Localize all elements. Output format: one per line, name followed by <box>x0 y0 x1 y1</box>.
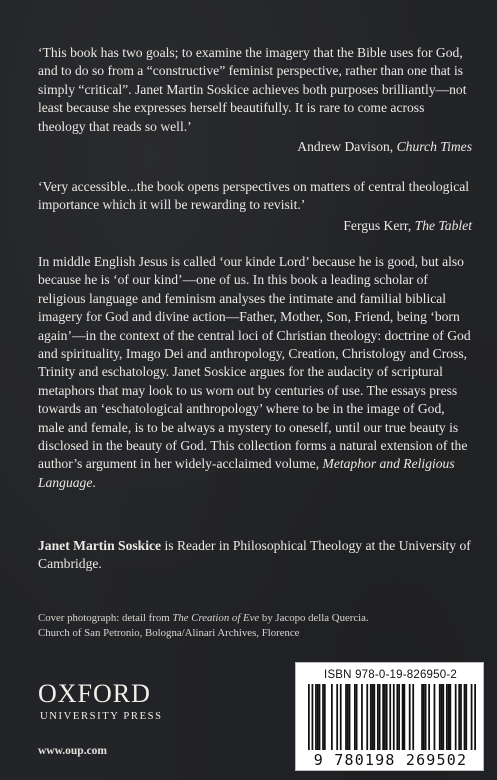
attribution-source: The Tablet <box>414 217 472 233</box>
quote-text: ‘Very accessible...the book opens perspectives on matters of central theological importance which it will be rewarding to revisit.’ <box>38 179 470 213</box>
barcode-bar <box>474 684 476 750</box>
barcode-bar <box>393 684 395 750</box>
cover-credit-line1 <box>38 611 478 626</box>
barcode-bar <box>434 684 436 750</box>
barcode-bar <box>312 684 314 750</box>
barcode-bar <box>402 684 404 750</box>
barcode-bar <box>315 684 317 750</box>
quote-text: ‘This book has two goals; to examine the imagery that the Bible uses for God, and to do so from a “constructive” feminist perspective, rather than one that is simply “critical”. Janet Martin Soskice achieves both purposes brilliantly—not least because she expresses herself beautifully. It is rare to come across theology that reads so well.’ <box>38 45 467 134</box>
barcode-bar <box>460 684 462 750</box>
barcode-bar <box>347 684 349 750</box>
quote-attribution <box>38 217 472 235</box>
barcode-bar <box>308 684 310 750</box>
author-bio-text: is Reader in Philosophical Theology at the University of Cambridge. <box>38 538 471 572</box>
attribution-name: Fergus Kerr, <box>343 217 415 233</box>
barcode-bar <box>349 684 351 750</box>
barcode-bar <box>398 684 400 750</box>
barcode-bar <box>373 684 375 750</box>
book-description <box>38 253 472 492</box>
barcode-bar <box>423 684 425 750</box>
description-text: In middle English Jesus is called ‘our kinde Lord’ because he is good, but also because he is ‘of our kind’—one of us. In this book a leading scholar of religious language and feminism analyses the intimate and familial biblical imagery for God and divine action—Father, Mother, Son, Friend, being ‘born again’—in the context of the central loci of Christian theology: doctrine of God and spirituality, Imago Dei and anthropology, Creation, Christology and Cross, Trinity and eschatology. Janet Soskice argues for the audacity of scriptural metaphors that may look to us worn out by centuries of use. The essays press towards an ‘eschatological anthropology’ where to be in the image of God, male and female, is to be always a mystery to oneself, until our true beauty is disclosed in the beauty of God. This collection forms a natural extension of the author’s argument in her widely-acclaimed volume, <box>38 254 471 472</box>
description-end: . <box>92 474 96 490</box>
barcode-bar <box>409 684 411 750</box>
barcode-bar <box>324 684 326 750</box>
barcode-bar <box>455 684 457 750</box>
barcode-bar <box>389 684 391 750</box>
credit-prefix: Cover photograph: detail from <box>38 612 173 624</box>
barcode-bar <box>412 684 414 750</box>
barcode-bar <box>366 684 368 750</box>
cover-credit <box>38 611 478 642</box>
barcode-bar <box>377 684 379 750</box>
barcode-bar <box>370 684 372 750</box>
barcode-bar <box>361 684 363 750</box>
barcode-bar <box>442 684 444 750</box>
publisher-url: www.oup.com <box>38 745 108 757</box>
attribution-source: Church Times <box>396 139 472 155</box>
barcode-bar <box>448 684 450 750</box>
barcode-bar <box>354 684 356 750</box>
barcode-bar <box>322 684 324 750</box>
publisher-logo-subtitle: UNIVERSITY PRESS <box>40 711 163 722</box>
barcode-bar <box>345 684 347 750</box>
barcode-bar <box>331 684 333 750</box>
publisher-logo: OXFORD <box>38 679 151 708</box>
isbn-barcode <box>295 662 484 771</box>
cover-credit-line2: Church of San Petronio, Bologna/Alinari Archives, Florence <box>38 627 300 640</box>
barcode-bar <box>441 684 443 750</box>
barcode-bar <box>384 684 386 750</box>
barcode-bar <box>446 684 448 750</box>
barcode-bar <box>428 684 430 750</box>
barcode-bar <box>449 684 451 750</box>
barcode-bar <box>340 684 342 750</box>
isbn-label: ISBN 978-0-19-826950-2 <box>324 669 457 681</box>
barcode-number: 9 780198 269502 <box>313 751 468 769</box>
quote-attribution <box>38 138 472 156</box>
barcode-bar <box>386 684 388 750</box>
barcode-bar <box>396 684 398 750</box>
author-bio <box>38 537 472 574</box>
barcode-bar <box>382 684 384 750</box>
barcode-bar <box>471 684 473 750</box>
credit-suffix: by Jacopo della Quercia. <box>259 612 369 624</box>
referenced-book-title: Metaphor and Religious Language <box>38 456 455 490</box>
barcode-bar <box>317 684 319 750</box>
barcode-bar <box>425 684 427 750</box>
attribution-name: Andrew Davison, <box>297 139 397 155</box>
barcode-bar <box>421 684 423 750</box>
barcode-bar <box>379 684 381 750</box>
barcode-bar <box>372 684 374 750</box>
barcode-bars <box>308 684 476 750</box>
barcode-bar <box>336 684 338 750</box>
barcode-bar <box>403 684 405 750</box>
barcode-bar <box>439 684 441 750</box>
barcode-bar <box>464 684 466 750</box>
barcode-bar <box>356 684 358 750</box>
barcode-bar <box>458 684 460 750</box>
review-quote-tablet <box>38 178 472 235</box>
review-quote-church-times <box>38 44 472 156</box>
barcode-bar <box>465 684 467 750</box>
barcode-bar <box>319 684 321 750</box>
credit-artwork: The Creation of Eve <box>172 612 260 624</box>
author-name: Janet Martin Soskice <box>38 538 162 553</box>
